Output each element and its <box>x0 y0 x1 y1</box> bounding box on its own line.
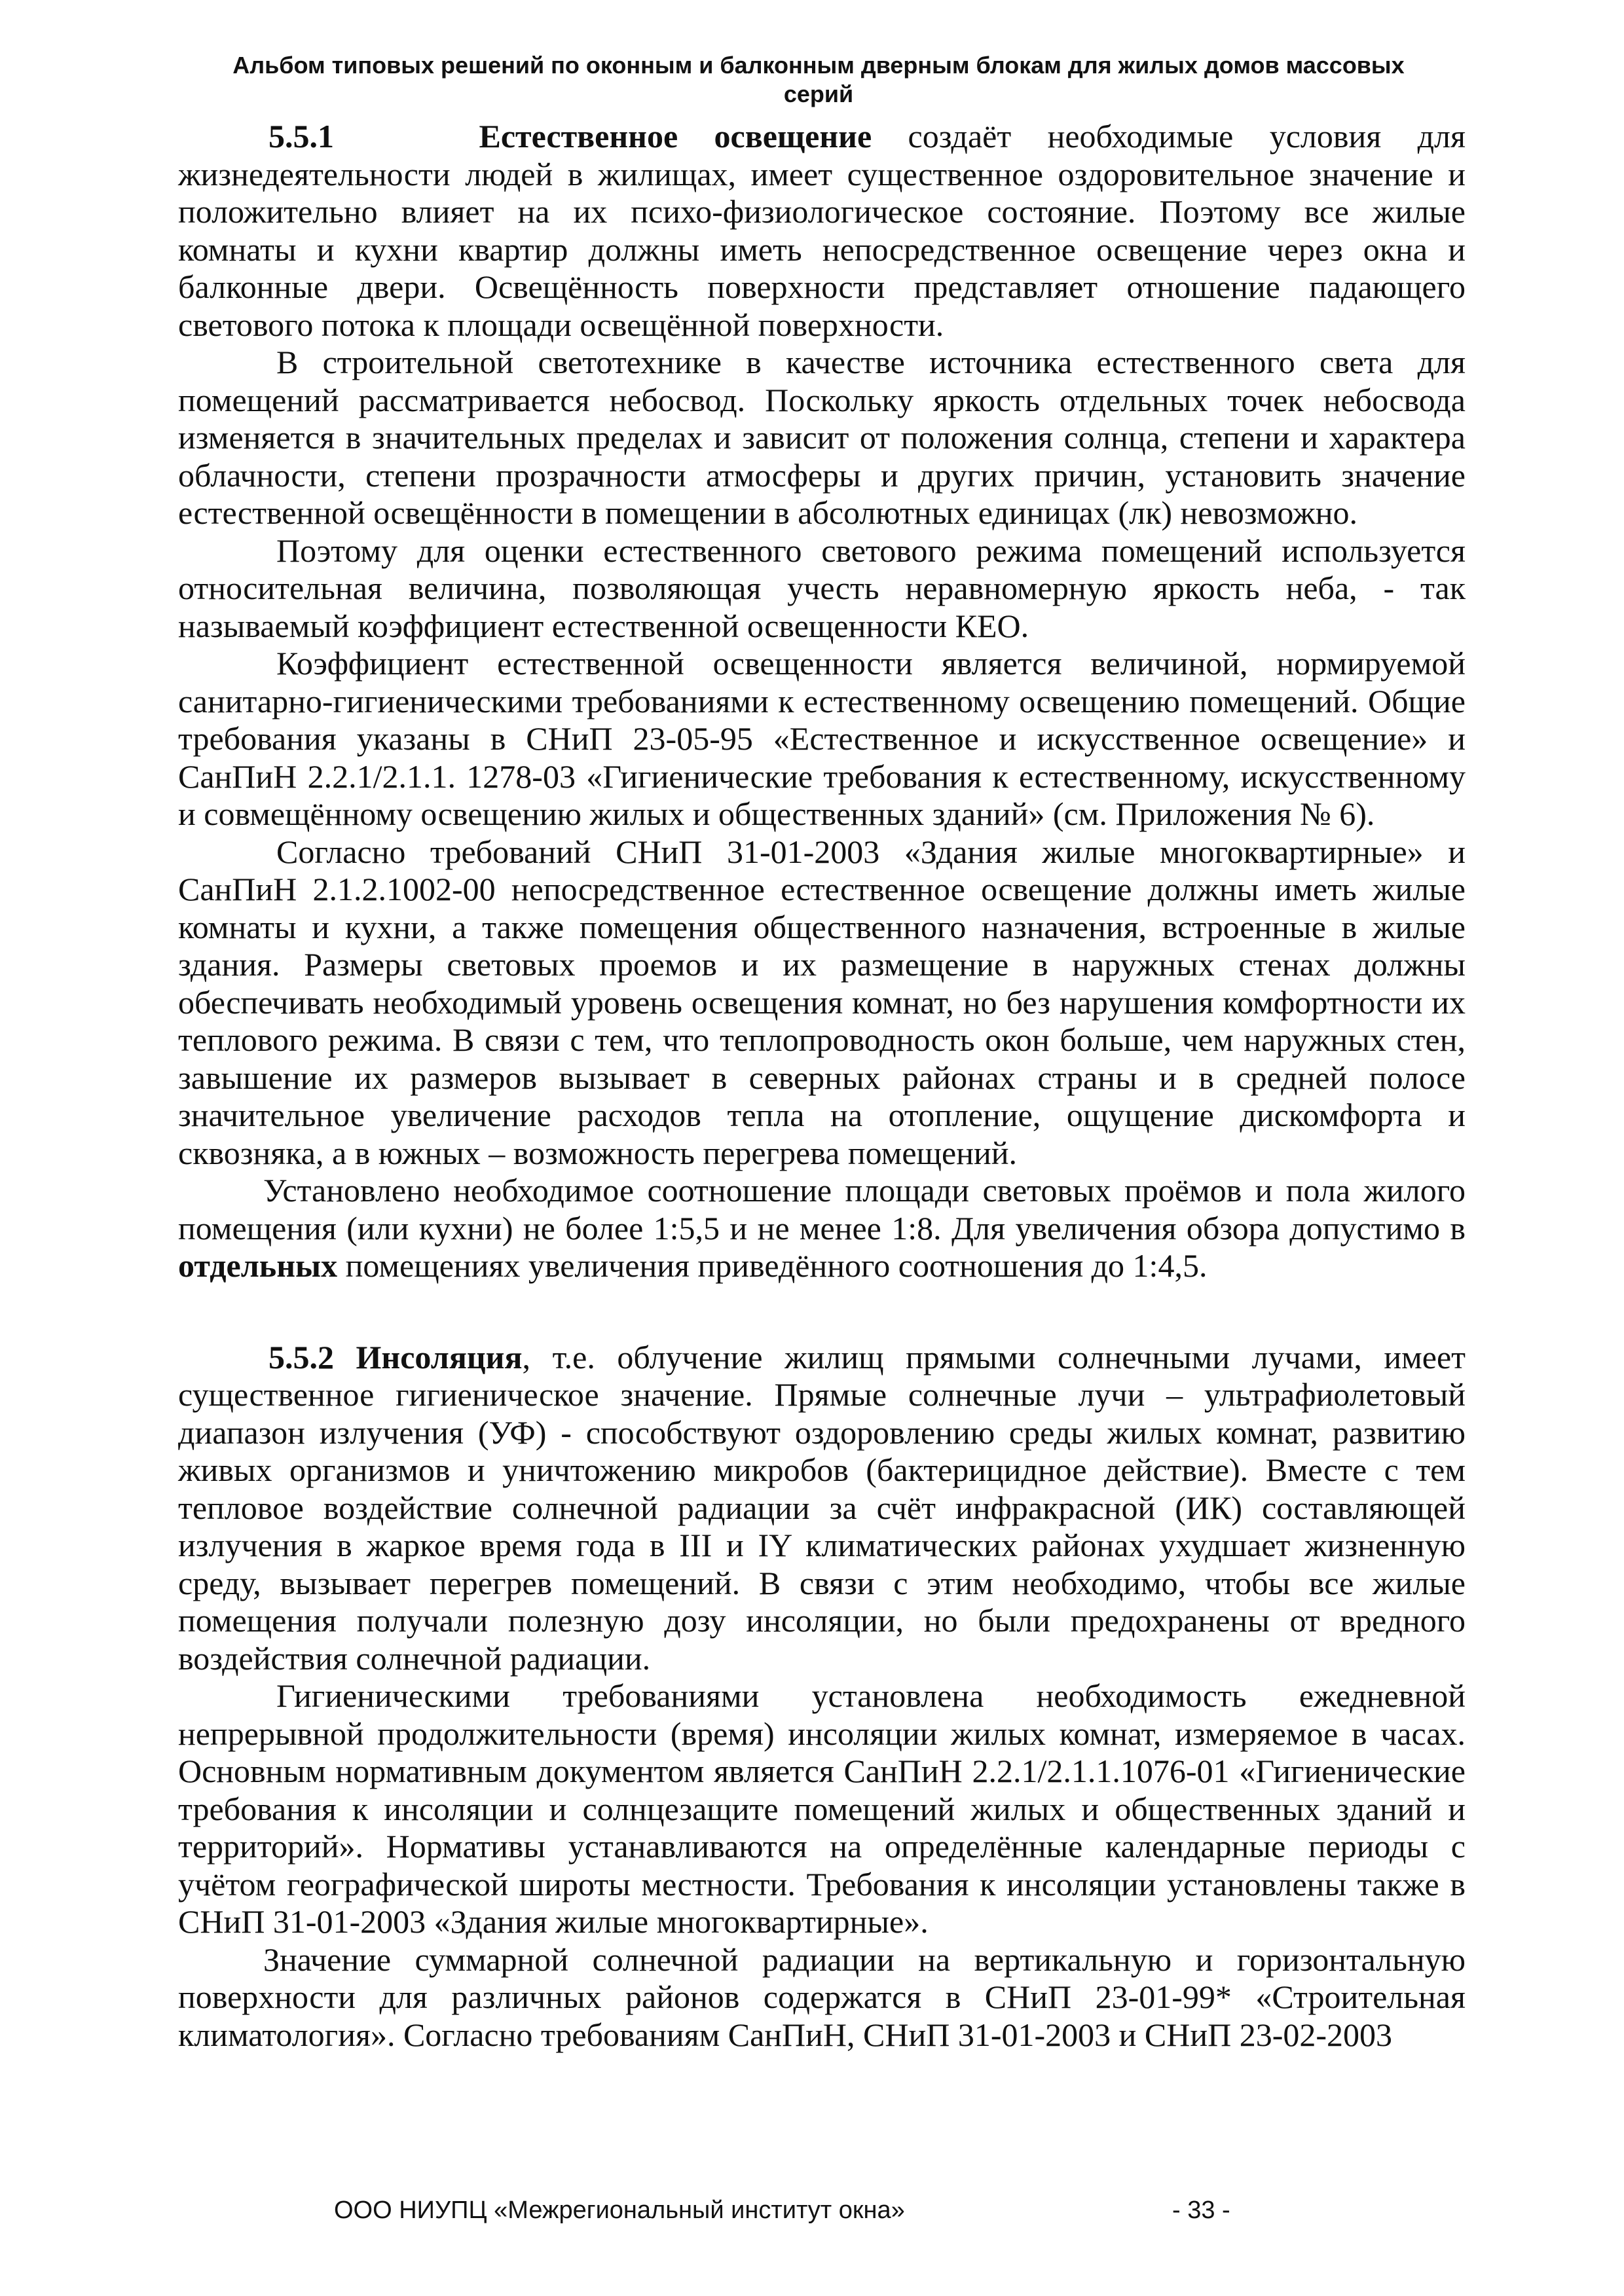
section-number: 5.5.2 <box>268 1338 334 1376</box>
paragraph: Коэффициент естественной освещенности является величиной, нормируемой санитарно-гигиеническими требованиями к естественному освещению помещений. Общие требования указаны в СНиП 23-05-95 «Естественное и искусственное освещение» и СанПиН 2.2.1/2.1.1. 1278-03 «Гигиенические требования к естественному, искусственному и совмещённому освещению жилых и общественных зданий» (см. Приложения № 6). <box>178 645 1466 832</box>
header-line-1: Альбом типовых решений по оконным и балконным дверным блокам для жилых домов массовых <box>232 52 1405 79</box>
paragraph-text: Установлено необходимое соотношение площади световых проёмов и пола жилого помещения (или кухни) не более 1:5,5 и не менее 1:8. Для увеличения обзора допустимо в <box>178 1172 1466 1247</box>
section-number: 5.5.1 <box>268 118 334 155</box>
section-term: Инсоляция <box>356 1338 523 1376</box>
footer-organization: ООО НИУПЦ «Межрегиональный институт окна» <box>334 2196 905 2224</box>
paragraph: Поэтому для оценки естественного светового режима помещений используется относительная величина, позволяющая учесть неравномерную яркость неба, - так называемый коэффициент естественной освещенности КЕО. <box>178 532 1466 644</box>
paragraph-insolation <box>178 1339 1466 1678</box>
paragraph: Значение суммарной солнечной радиации на вертикальную и горизонтальную поверхности для различных районов содержатся в СНиП 23-01-99* «Строительная климатология». Согласно требованиям СанПиН, СНиП 31-01-2003 и СНиП 23-02-2003 <box>178 1941 1466 2053</box>
page-header <box>164 51 1473 109</box>
paragraph-text: , т.е. облучение жилищ прямыми солнечными лучами, имеет существенное гигиеническое значение. Прямые солнечные лучи – ультрафиолетовый диапазон излучения (УФ) - способствуют оздоровлению среды жилых комнат, развитию живых организмов и уничтожению микробов (бактерицидное действие). Вместе с тем тепловое воздействие солнечной радиации за счёт инфракрасной (ИК) составляющей излучения в жаркое время года в III и IY климатических районах ухудшает жизненную среду, вызывает перегрев помещений. В связи с этим необходимо, чтобы все жилые помещения получали полезную дозу инсоляции, но были предохранены от вредного воздействия солнечной радиации. <box>178 1338 1466 1677</box>
paragraph: В строительной светотехнике в качестве источника естественного света для помещений рассматривается небосвод. Поскольку яркость отдельных точек небосвода изменяется в значительных пределах и зависит от положения солнца, степени и характера облачности, степени прозрачности атмосферы и других причин, установить значение естественной освещённости в помещении в абсолютных единицах (лк) невозможно. <box>178 344 1466 531</box>
paragraph: Гигиеническими требованиями установлена необходимость ежедневной непрерывной продолжительности (время) инсоляции жилых комнат, измеряемое в часах. Основным нормативным документом является СанПиН 2.2.1/2.1.1.1076-01 «Гигиенические требования к инсоляции и солнцезащите помещений жилых и общественных зданий и территорий». Нормативы устанавливаются на определённые календарные периоды с учётом географической широты местности. Требования к инсоляции установлены также в СНиП 31-01-2003 «Здания жилые многоквартирные». <box>178 1677 1466 1940</box>
paragraph-gap <box>178 1285 1466 1339</box>
paragraph: Согласно требований СНиП 31-01-2003 «Здания жилые многоквартирные» и СанПиН 2.1.2.1002-00 непосредственное естественное освещение должны иметь жилые комнаты и кухни, а также помещения общественного назначения, встроенные в жилые здания. Размеры световых проемов и их размещение в наружных стенах должны обеспечивать необходимый уровень освещения комнат, но без нарушения комфортности их теплового режима. В связи с тем, что теплопроводность окон больше, чем наружных стен, завышение их размеров вызывает в северных районах страны и в средней полосе значительное увеличение расходов тепла на отопление, ощущение дискомфорта и сквозняка, а в южных – возможность перегрева помещений. <box>178 833 1466 1171</box>
emphasis-text: отдельных <box>178 1247 338 1284</box>
paragraph-natural-lighting <box>178 118 1466 344</box>
page-number: - 33 - <box>1172 2196 1230 2224</box>
paragraph-text: помещениях увеличения приведённого соотношения до 1:4,5. <box>337 1247 1208 1284</box>
paragraph-window-ratio <box>178 1172 1466 1285</box>
header-line-2: серий <box>783 81 854 107</box>
paragraph-text: создаёт необходимые условия для жизнедеятельности людей в жилищах, имеет существенное оздоровительное значение и положительно влияет на их психо-физиологическое состояние. Поэтому все жилые комнаты и кухни квартир должны иметь непосредственное освещение через окна и балконные двери. Освещённость поверхности представляет отношение падающего светового потока к площади освещённой поверхности. <box>178 118 1466 343</box>
document-body <box>178 118 1466 2054</box>
section-term: Естественное освещение <box>479 118 872 155</box>
